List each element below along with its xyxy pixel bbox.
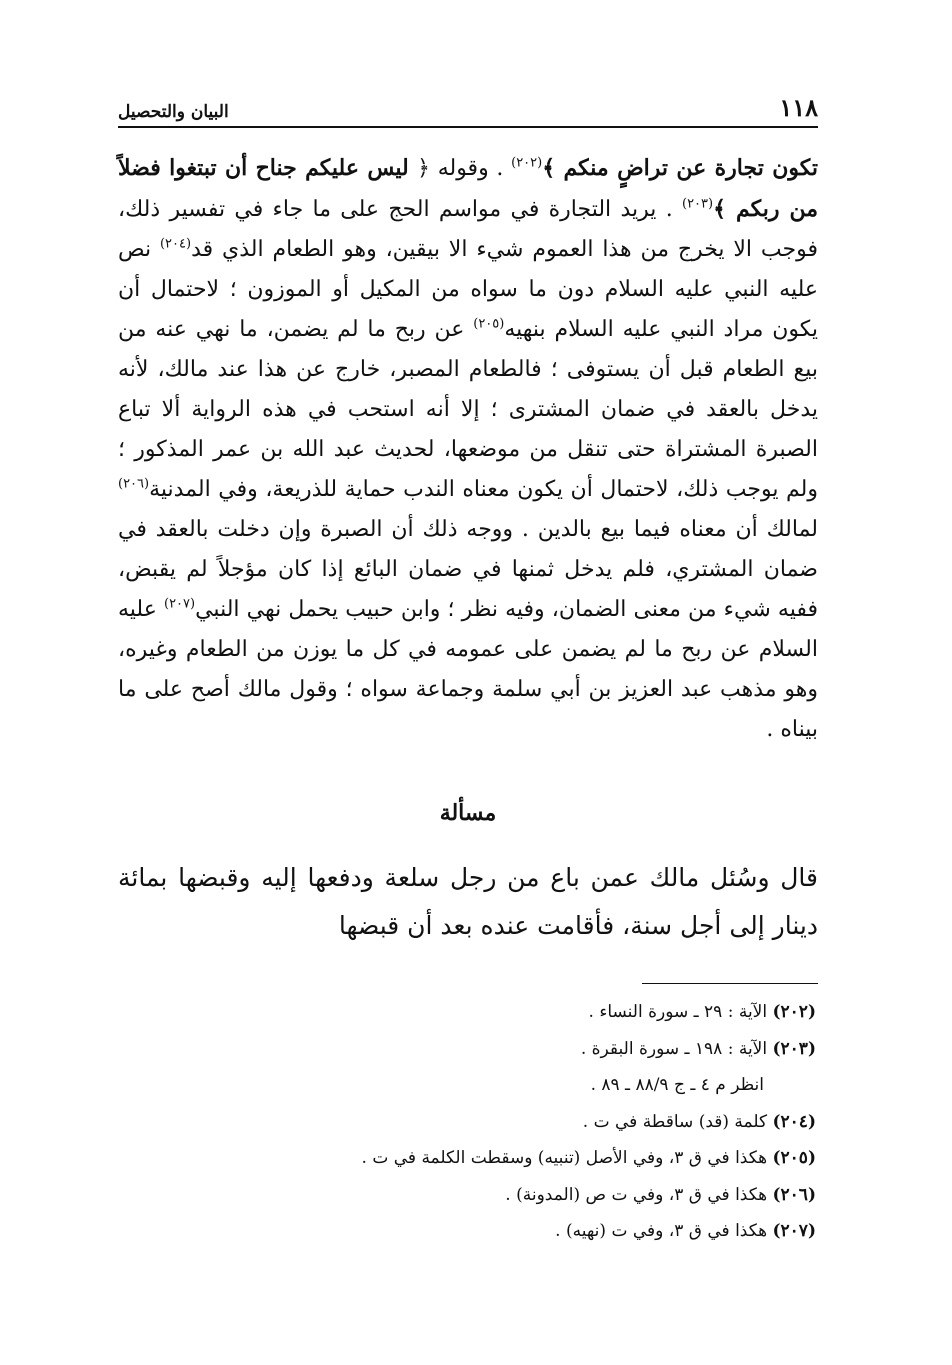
footnote-202 [260, 994, 816, 1031]
body-text-1: . يريد التجارة في مواسم الحج على ما جاء في تفسير ذلك، فوجب الا يخرج من هذا العموم شيء الا بيقين، وهو الطعام الذي قد [118, 197, 818, 262]
footnote-204 [260, 1104, 816, 1141]
footnote-203-continuation [260, 1067, 816, 1104]
footnote-text: هكذا في ق ٣، وفي ت ص (المدونة) . [505, 1184, 773, 1205]
footnote-number: (٢٠٤) [772, 1111, 816, 1132]
footnote-text: هكذا في ق ٣، وفي ت (نهيه) . [555, 1221, 773, 1241]
question-text: قال وسُئل مالك عمن باع من رجل سلعة ودفعها إليه وقبضها بمائة دينار إلى أجل سنة، فأقامت عنده بعد أن قبضها [118, 863, 818, 940]
quran-verse-1: تكون تجارة عن تراضٍ منكم ﴾ [542, 155, 819, 181]
footnote-ref-206: (٢٠٦) [118, 476, 150, 492]
footnote-text: انظر م ٤ ـ ج ٨٨/٩ ـ ٨٩ . [590, 1075, 764, 1095]
question-paragraph [118, 854, 818, 950]
running-header [118, 86, 818, 128]
footnote-number: (٢٠٦) [772, 1184, 816, 1205]
main-paragraph [118, 148, 818, 750]
footnote-number: (٢٠٢) [772, 1002, 816, 1022]
footnote-ref-205: (٢٠٥) [473, 316, 505, 332]
footnote-ref-203: (٢٠٣) [682, 196, 714, 212]
footnote-number: (٢٠٣) [772, 1038, 816, 1059]
footnote-ref-204: (٢٠٤) [159, 236, 192, 252]
footnotes [260, 994, 816, 1250]
body-text-4: لمالك أن معناه فيما بيع بالدين . ووجه ذلك أن الصبرة وإن دخلت بالعقد في ضمان المشتري، فلم يدخل ثمنها في ضمان البائع إذا كان مؤجلاً لم يقبض، ففيه شيء من معنى الضمان، وفيه نظر ؛ وابن حبيب يحمل نهي النبي [118, 517, 818, 622]
footnote-number: (٢٠٥) [772, 1148, 816, 1168]
footnote-205 [260, 1140, 816, 1177]
footnote-ref-202: (٢٠٢) [511, 155, 543, 171]
footnote-207 [260, 1213, 816, 1250]
footnote-text: كلمة (قد) ساقطة في ت . [582, 1111, 773, 1132]
footnote-text: هكذا في ق ٣، وفي الأصل (تنبيه) وسقطت الكلمة في ت . [361, 1148, 773, 1168]
body-text-3: عن ربح ما لم يضمن، ما نهي عنه من بيع الطعام قبل أن يستوفى ؛ فالطعام المصبر، خارج عن هذا عند مالك، لأنه يدخل بالعقد في ضمان المشترى ؛ إلا أنه استحب في هذه الرواية ألا تباع الصبرة المشتراة حتى تنقل من موضعها، لحديث عبد الله بن عمر المذكور ؛ ولم يوجب ذلك، لاحتمال أن يكون معناه الندب حماية للذريعة، وفي المدنية [118, 317, 818, 502]
page-number: ١١٨ [779, 93, 818, 122]
quran-verse-2: ليس عليكم جناح أن تبتغوا فضلاً من ربكم ﴾ [118, 155, 819, 222]
footnote-number: (٢٠٧) [772, 1221, 816, 1241]
body-text-2: نص عليه النبي عليه السلام دون ما سواه من المكيل أو الموزون ؛ لاحتمال أن يكون مراد النبي عليه السلام بنهيه [118, 237, 819, 342]
section-heading: مسألة [439, 800, 497, 826]
footnote-separator [642, 983, 818, 984]
book-title: البيان والتحصيل [118, 102, 229, 122]
footnote-203 [260, 1031, 816, 1068]
footnote-text: الآية : ٢٩ ـ سورة النساء . [588, 1002, 773, 1022]
footnote-ref-207: (٢٠٧) [163, 596, 196, 612]
footnote-text: الآية : ١٩٨ ـ سورة البقرة . [580, 1038, 773, 1059]
body-text-5: عليه السلام عن ربح ما لم يضمن على عمومه في كل ما يوزن من الطعام وغيره، وهو مذهب عبد العزيز بن أبي سلمة وجماعة سواه ؛ وقول مالك أصح على ما بيناه . [118, 597, 818, 742]
footnote-206 [260, 1177, 816, 1214]
verse-joiner: . وقوله ﴿ [417, 156, 512, 181]
